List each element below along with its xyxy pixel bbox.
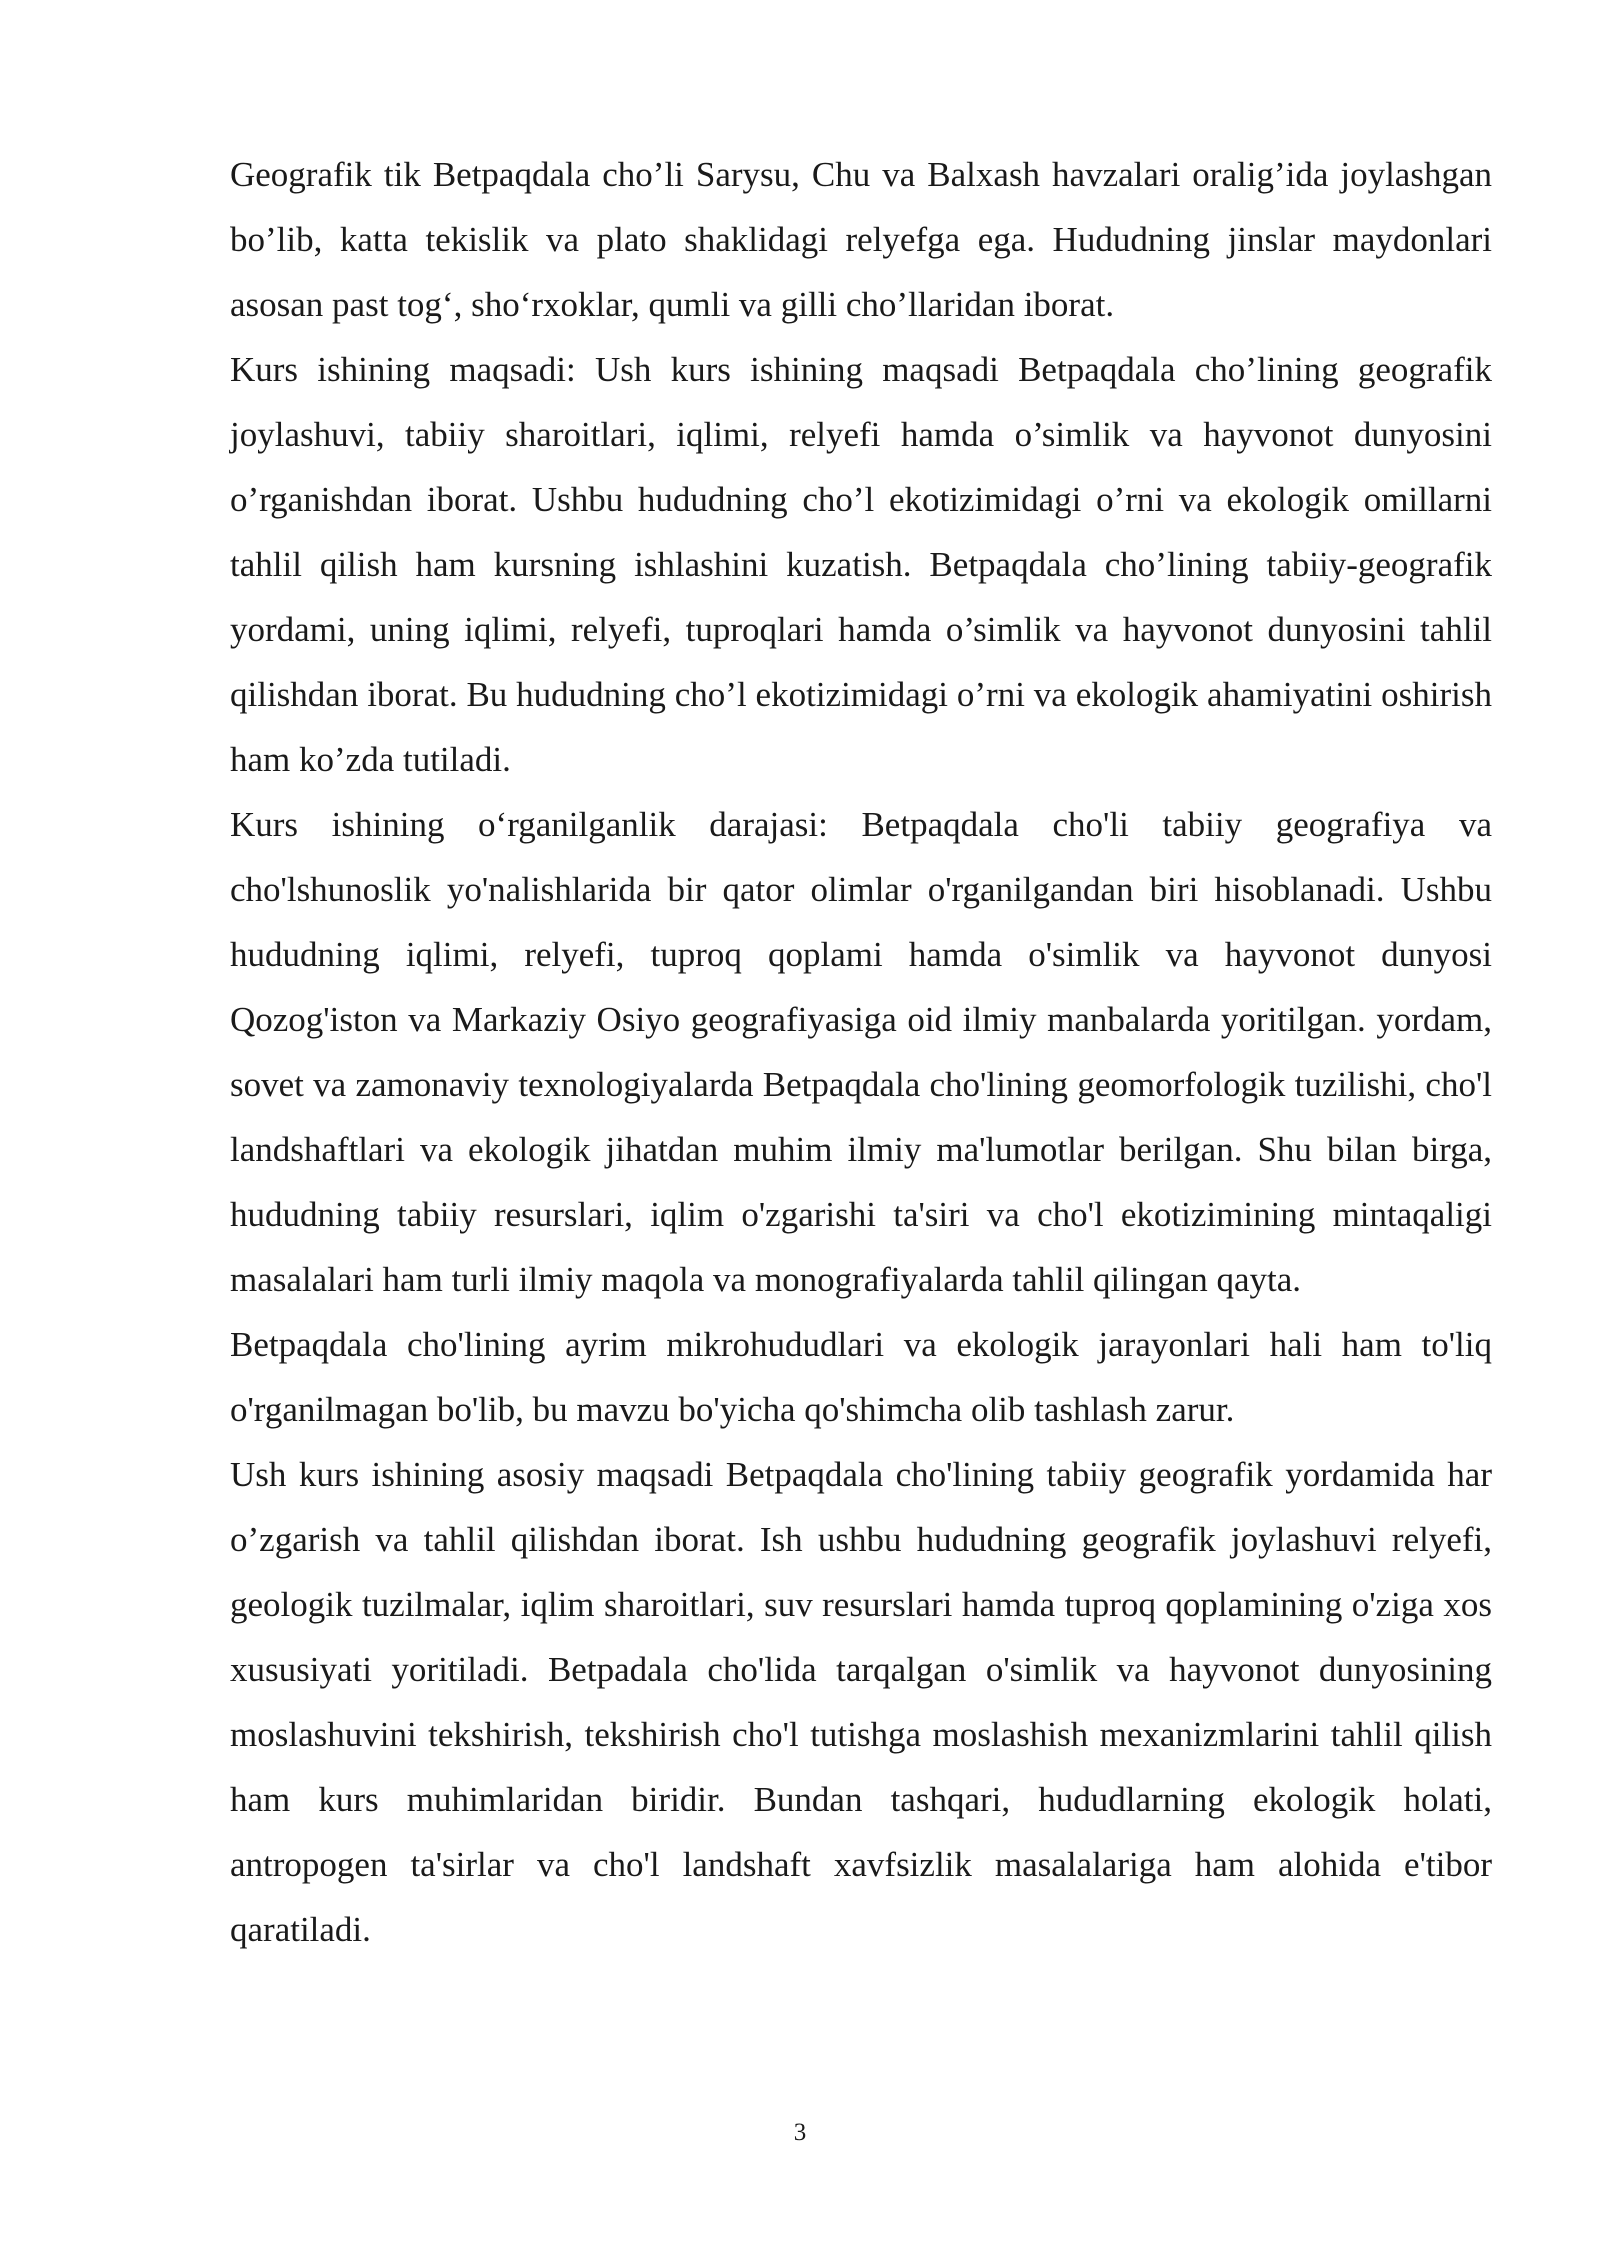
paragraph-course-goal: Kurs ishining maqsadi: Ush kurs ishining maqsadi Betpaqdala cho’lining geografik joylashuvi, tabiiy sharoitlari, iqlimi, relyefi hamda o’simlik va hayvonot dunyosini o’rganishdan iborat. Ushbu hududning cho’l ekotizimidagi o’rni va ekologik omillarni tahlil qilish ham kursning ishlashini kuzatish. Betpaqdala cho’lining tabiiy-geografik yordami, uning iqlimi, relyefi, tuproqlari hamda o’simlik va hayvonot dunyosini tahlil qilishdan iborat. Bu hududning cho’l ekotizimidagi o’rni va ekologik ahamiyatini oshirish ham ko’zda tutiladi.: [230, 350, 1492, 779]
page-number: 3: [793, 2119, 807, 2146]
paragraph-intro: Geografik tik Betpaqdala cho’li Sarysu, Chu va Balxash havzalari oralig’ida joylashgan bo’lib, katta tekislik va plato shaklidagi relyefga ega. Hududning jinslar maydonlari asosan past tog‘, sho‘rxoklar, qumli va gilli cho’llaridan iborat.: [230, 155, 1492, 324]
paragraph-main-goal: Ush kurs ishining asosiy maqsadi Betpaqdala cho'lining tabiiy geografik yordamida har o’zgarish va tahlil qilishdan iborat. Ish ushbu hududning geografik joylashuvi relyefi, geologik tuzilmalar, iqlim sharoitlari, suv resurslari hamda tuproq qoplamining o'ziga xos xususiyati yoritiladi. Betpadala cho'lida tarqalgan o'simlik va hayvonot dunyosining moslashuvini tekshirish, tekshirish cho'l tutishga moslashish mexanizmlarini tahlil qilish ham kurs muhimlaridan biridir. Bundan tashqari, hududlarning ekologik holati, antropogen ta'sirlar va cho'l landshaft xavfsizlik masalalariga ham alohida e'tibor qaratiladi.: [230, 1455, 1492, 1949]
paragraph-microregions: Betpaqdala cho'lining ayrim mikrohududlari va ekologik jarayonlari hali ham to'liq o'rganilmagan bo'lib, bu mavzu bo'yicha qo'shimcha olib tashlash zarur.: [230, 1325, 1492, 1429]
paragraph-study-level: Kurs ishining o‘rganilganlik darajasi: Betpaqdala cho'li tabiiy geografiya va cho'lshunoslik yo'nalishlarida bir qator olimlar o'rganilgandan biri hisoblanadi. Ushbu hududning iqlimi, relyefi, tuproq qoplami hamda o'simlik va hayvonot dunyosi Qozog'iston va Markaziy Osiyo geografiyasiga oid ilmiy manbalarda yoritilgan. yordam, sovet va zamonaviy texnologiyalarda Betpaqdala cho'lining geomorfologik tuzilishi, cho'l landshaftlari va ekologik jihatdan muhim ilmiy ma'lumotlar berilgan. Shu bilan birga, hududning tabiiy resurslari, iqlim o'zgarishi ta'siri va cho'l ekotizimining mintaqaligi masalalari ham turli ilmiy maqola va monografiyalarda tahlil qilingan qayta.: [230, 805, 1492, 1299]
page-body: [230, 142, 1492, 1962]
